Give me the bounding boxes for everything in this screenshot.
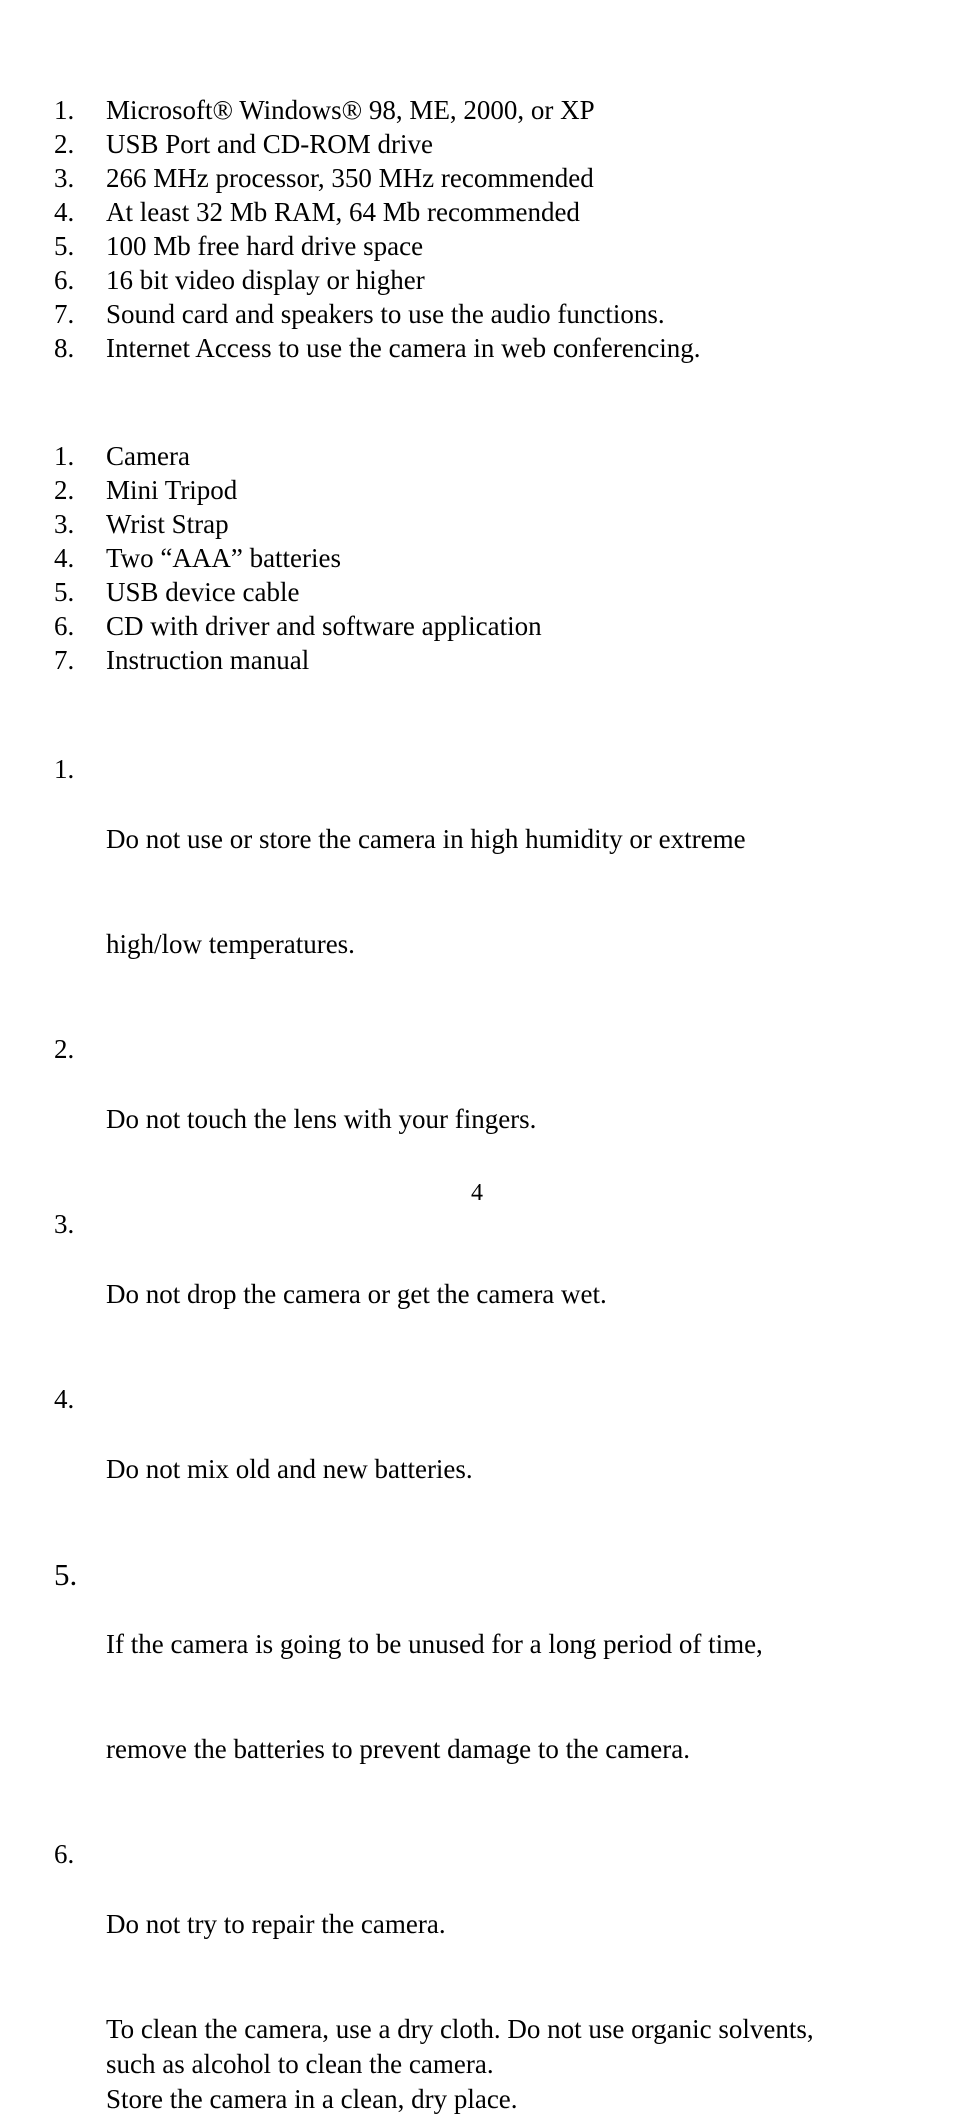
item-number: 5. [54, 577, 75, 607]
item-text: At least 32 Mb RAM, 64 Mb recommended [106, 197, 580, 227]
system-requirements-list [54, 93, 914, 365]
item-text: Microsoft® Windows® 98, ME, 2000, or XP [106, 95, 595, 125]
item-number: 1. [54, 441, 75, 471]
item-text [106, 752, 914, 1032]
item-number: 4. [54, 543, 75, 573]
item-number: 2. [54, 129, 75, 159]
list-item [54, 161, 914, 195]
item-number: 5. [54, 1557, 78, 1592]
item-number: 6. [54, 265, 75, 295]
list-item [54, 127, 914, 161]
list-item [54, 263, 914, 297]
care-instructions [54, 2012, 914, 2117]
cautions-list [54, 752, 914, 2117]
item-text [106, 1837, 914, 2012]
item-text: Internet Access to use the camera in web conferencing. [106, 333, 701, 363]
item-number: 3. [54, 1209, 75, 1239]
list-item [54, 439, 914, 473]
item-text-line: If the camera is going to be unused for a long period of time, [106, 1629, 763, 1659]
list-item [54, 1837, 914, 2012]
item-number: 6. [54, 1839, 75, 1869]
item-text-line: Do not touch the lens with your fingers. [106, 1104, 537, 1134]
item-text: Camera [106, 441, 190, 471]
list-item [54, 643, 914, 677]
item-text: Sound card and speakers to use the audio functions. [106, 299, 665, 329]
list-item [54, 609, 914, 643]
list-item [54, 331, 914, 365]
item-text: USB device cable [106, 577, 300, 607]
item-text: Mini Tripod [106, 475, 238, 505]
item-number: 2. [54, 475, 75, 505]
item-text-line: Do not mix old and new batteries. [106, 1454, 473, 1484]
item-number: 8. [54, 333, 75, 363]
list-item [54, 93, 914, 127]
list-item [54, 541, 914, 575]
item-text-line: Do not drop the camera or get the camera wet. [106, 1279, 607, 1309]
item-text-line: Do not use or store the camera in high humidity or extreme [106, 824, 746, 854]
item-text: CD with driver and software application [106, 611, 542, 641]
item-text [106, 1557, 914, 1837]
list-item [54, 752, 914, 1032]
item-number: 4. [54, 197, 75, 227]
item-number: 5. [54, 231, 75, 261]
item-number: 1. [54, 95, 75, 125]
item-text: 16 bit video display or higher [106, 265, 425, 295]
list-item [54, 229, 914, 263]
care-line: such as alcohol to clean the camera. [106, 2049, 494, 2079]
item-text: 266 MHz processor, 350 MHz recommended [106, 163, 594, 193]
page-number: 4 [471, 1180, 483, 1206]
item-text: Two “AAA” batteries [106, 543, 342, 573]
item-text-line: remove the batteries to prevent damage to the camera. [106, 1734, 690, 1764]
item-text: 100 Mb free hard drive space [106, 231, 424, 261]
item-number: 3. [54, 163, 75, 193]
package-contents-list [54, 439, 914, 677]
item-text: Wrist Strap [106, 509, 229, 539]
list-item [54, 297, 914, 331]
list-item [54, 575, 914, 609]
list-item [54, 1382, 914, 1557]
list-item [54, 195, 914, 229]
item-number: 2. [54, 1034, 75, 1064]
list-item [54, 1207, 914, 1382]
item-text [106, 1382, 914, 1557]
item-number: 4. [54, 1384, 75, 1414]
item-text [106, 1207, 914, 1382]
item-text: USB Port and CD-ROM drive [106, 129, 434, 159]
list-item [54, 507, 914, 541]
item-number: 3. [54, 509, 75, 539]
list-item [54, 473, 914, 507]
item-number: 7. [54, 299, 75, 329]
care-line: To clean the camera, use a dry cloth. Do not use organic solvents, [106, 2014, 814, 2044]
item-number: 1. [54, 754, 75, 784]
care-line: Store the camera in a clean, dry place. [106, 2084, 518, 2114]
item-text-line: high/low temperatures. [106, 929, 355, 959]
list-item [54, 1557, 914, 1837]
item-text-line: Do not try to repair the camera. [106, 1909, 446, 1939]
item-number: 6. [54, 611, 75, 641]
item-text: Instruction manual [106, 645, 310, 675]
item-number: 7. [54, 645, 75, 675]
